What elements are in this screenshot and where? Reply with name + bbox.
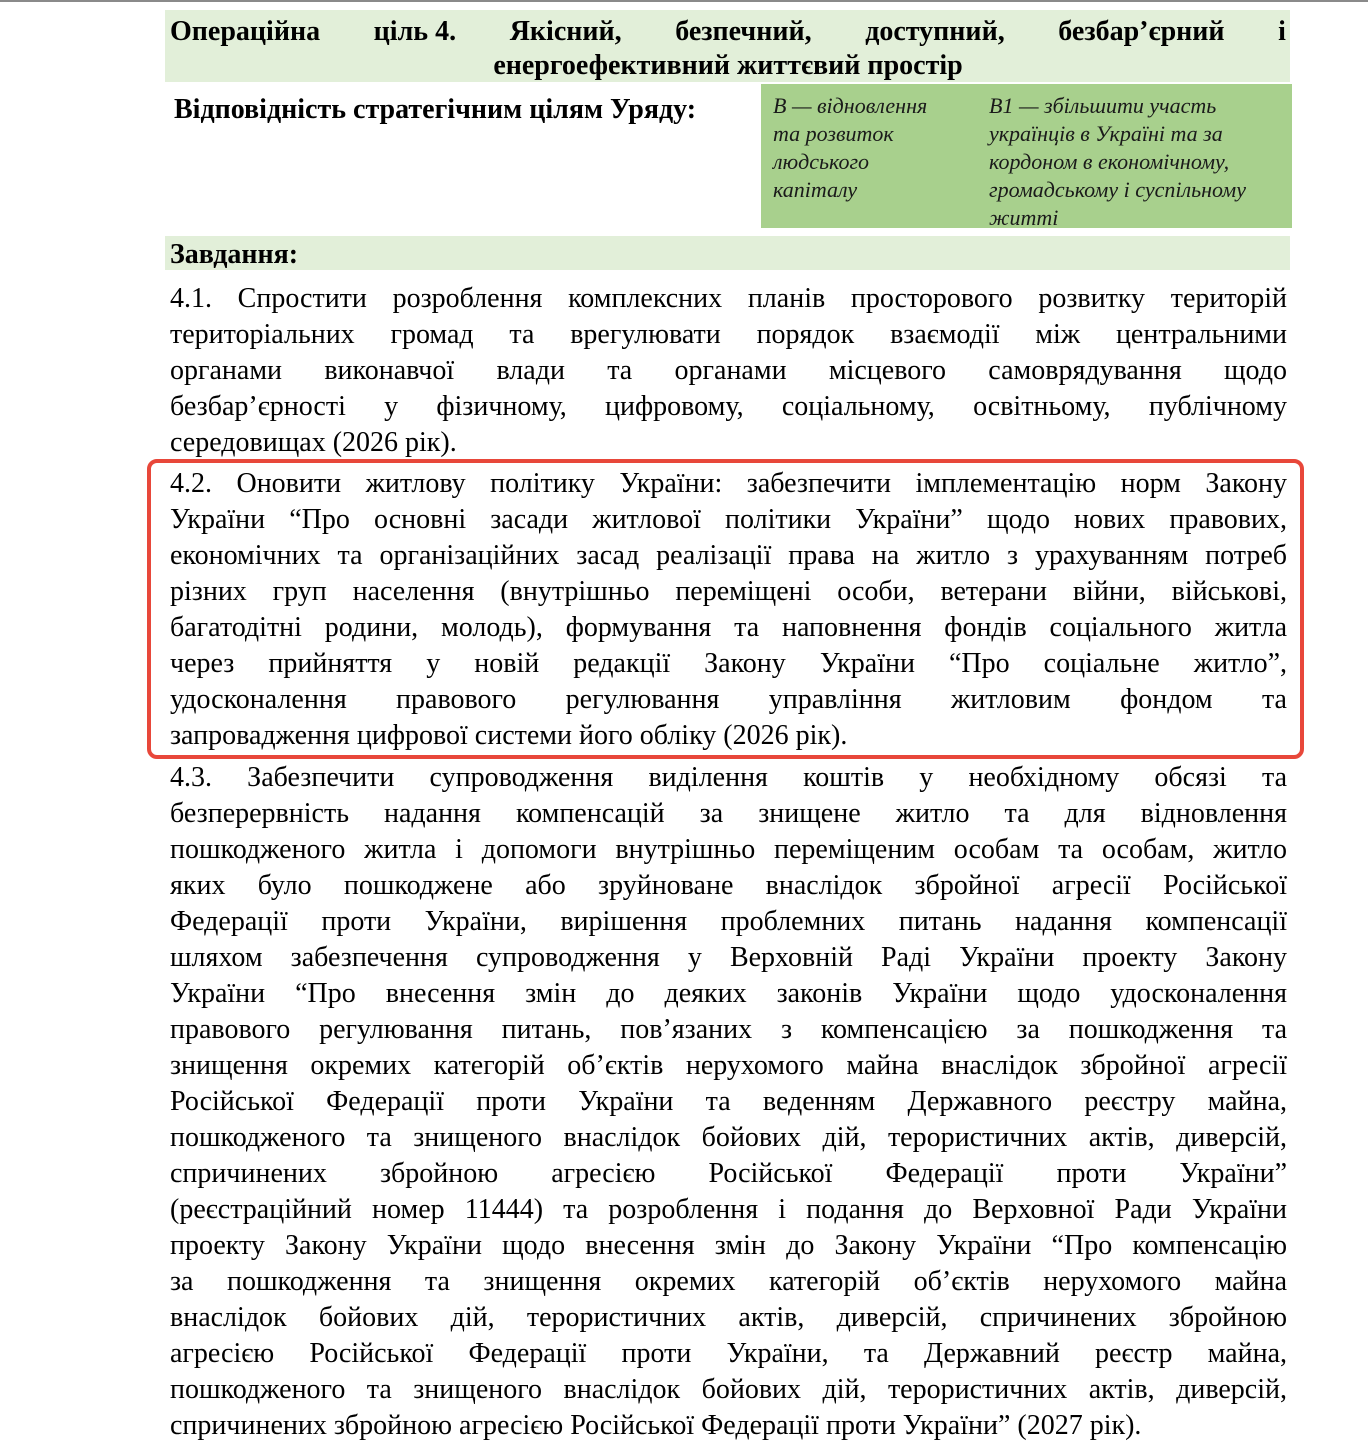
goal-title-line-1 [170,15,1286,49]
task-line: багатодітні родини, молодь), формування та наповнення фондів соціального житла [170,612,1287,643]
task-line: (реєстраційний номер 11444) та розроблення і подання до Верховної Ради України [170,1194,1287,1225]
government-goal-line: громадському і суспільному [989,177,1246,202]
task-line: яких було пошкоджене або зруйноване внаслідок збройної агресії Російської [170,870,1287,901]
government-goal-b1 [989,92,1289,232]
task-line: через прийняття у новій редакції Закону України “Про соціальне житло”, [170,648,1287,679]
government-goal-line: В1 — збільшити участь [989,93,1217,118]
goal-title-line-2: енергоефективний життєвий простір [493,50,963,81]
government-goal-line: людського [773,149,870,174]
government-goal-b [773,92,963,204]
goal-word: безбар’єрний [1058,16,1225,47]
goal-word: Якісний, [509,16,622,47]
goal-word: Операційна [170,16,321,47]
task-line: удосконалення правового регулювання управління житловим фондом та [170,684,1287,715]
task-line: шляхом забезпечення супроводження у Верховній Раді України проекту Закону [170,942,1287,973]
government-goal-line: капіталу [773,177,858,202]
task-line: пошкодженого житла і допомоги внутрішньо переміщеним особам та особам, житло [170,834,1287,865]
task-line: пошкодженого та знищеного внаслідок бойових дій, терористичних актів, диверсій, [170,1374,1287,1405]
task-line: Федерації проти України, вирішення проблемних питань надання компенсації [170,906,1287,937]
page-top-border [0,0,1368,2]
task-line: за пошкодження та знищення окремих категорій об’єктів нерухомого майна [170,1266,1287,1297]
task-line: пошкодженого та знищеного внаслідок бойових дій, терористичних актів, диверсій, [170,1122,1287,1153]
task-4-1 [170,281,1287,461]
task-line: безбар’єрності у фізичному, цифровому, соціальному, освітньому, публічному [170,391,1287,422]
task-line: Російської Федерації проти України та веденням Державного реєстру майна, [170,1086,1287,1117]
task-line: проекту Закону України щодо внесення змін до Закону України “Про компенсацію [170,1230,1287,1261]
task-line: України “Про внесення змін до деяких законів України щодо удосконалення [170,978,1287,1009]
operational-goal-title [165,10,1290,82]
goal-word: доступний, [865,16,1005,47]
task-line: органами виконавчої влади та органами місцевого самоврядування щодо [170,355,1287,386]
task-line: територіальних громад та врегулювати порядок взаємодії між центральними [170,319,1287,350]
government-goals-box [761,84,1292,228]
task-4-2-highlight [147,459,1304,759]
task-line: агресією Російської Федерації проти України, та Державний реєстр майна, [170,1338,1287,1369]
task-line: 4.2. Оновити житлову політику України: забезпечити імплементацію норм Закону [170,468,1287,499]
task-line: спричинених збройною агресією Російської Федерації проти України” (2027 рік). [170,1410,1142,1441]
government-goal-line: кордоном в економічному, [989,149,1230,174]
task-line: правового регулювання питань, пов’язаних з компенсацією за пошкодження та [170,1014,1287,1045]
task-line: середовищах (2026 рік). [170,427,457,458]
task-line: 4.3. Забезпечити супроводження виділення коштів у необхідному обсязі та [170,762,1287,793]
goal-word: безпечний, [675,16,812,47]
task-line: знищення окремих категорій об’єктів нерухомого майна внаслідок збройної агресії [170,1050,1287,1081]
task-line: запровадження цифрової системи його обліку (2026 рік). [170,720,848,751]
government-goal-line: В — відновлення [773,93,928,118]
task-line: різних груп населення (внутрішньо переміщені особи, ветерани війни, військові, [170,576,1287,607]
task-line: економічних та організаційних засад реалізації права на житло з урахуванням потреб [170,540,1287,571]
task-line: внаслідок бойових дій, терористичних актів, диверсій, спричинених збройною [170,1302,1287,1333]
government-goal-line: українців в Україні та за [989,121,1223,146]
tasks-header: Завдання: [165,236,1290,270]
goal-word: ціль 4. [373,16,457,47]
government-goal-line: житті [989,205,1059,230]
task-4-3 [170,760,1287,1444]
task-line: 4.1. Спростити розроблення комплексних планів просторового розвитку територій [170,283,1287,314]
government-alignment-label: Відповідність стратегічним цілям Уряду: [174,94,697,125]
goal-word: і [1278,16,1286,47]
government-goal-line: та розвиток [773,121,894,146]
task-line: безперервність надання компенсацій за знищене житло та для відновлення [170,798,1287,829]
task-line: України “Про основні засади житлової політики України” щодо нових правових, [170,504,1287,535]
task-line: спричинених збройною агресією Російської Федерації проти України” [170,1158,1287,1189]
